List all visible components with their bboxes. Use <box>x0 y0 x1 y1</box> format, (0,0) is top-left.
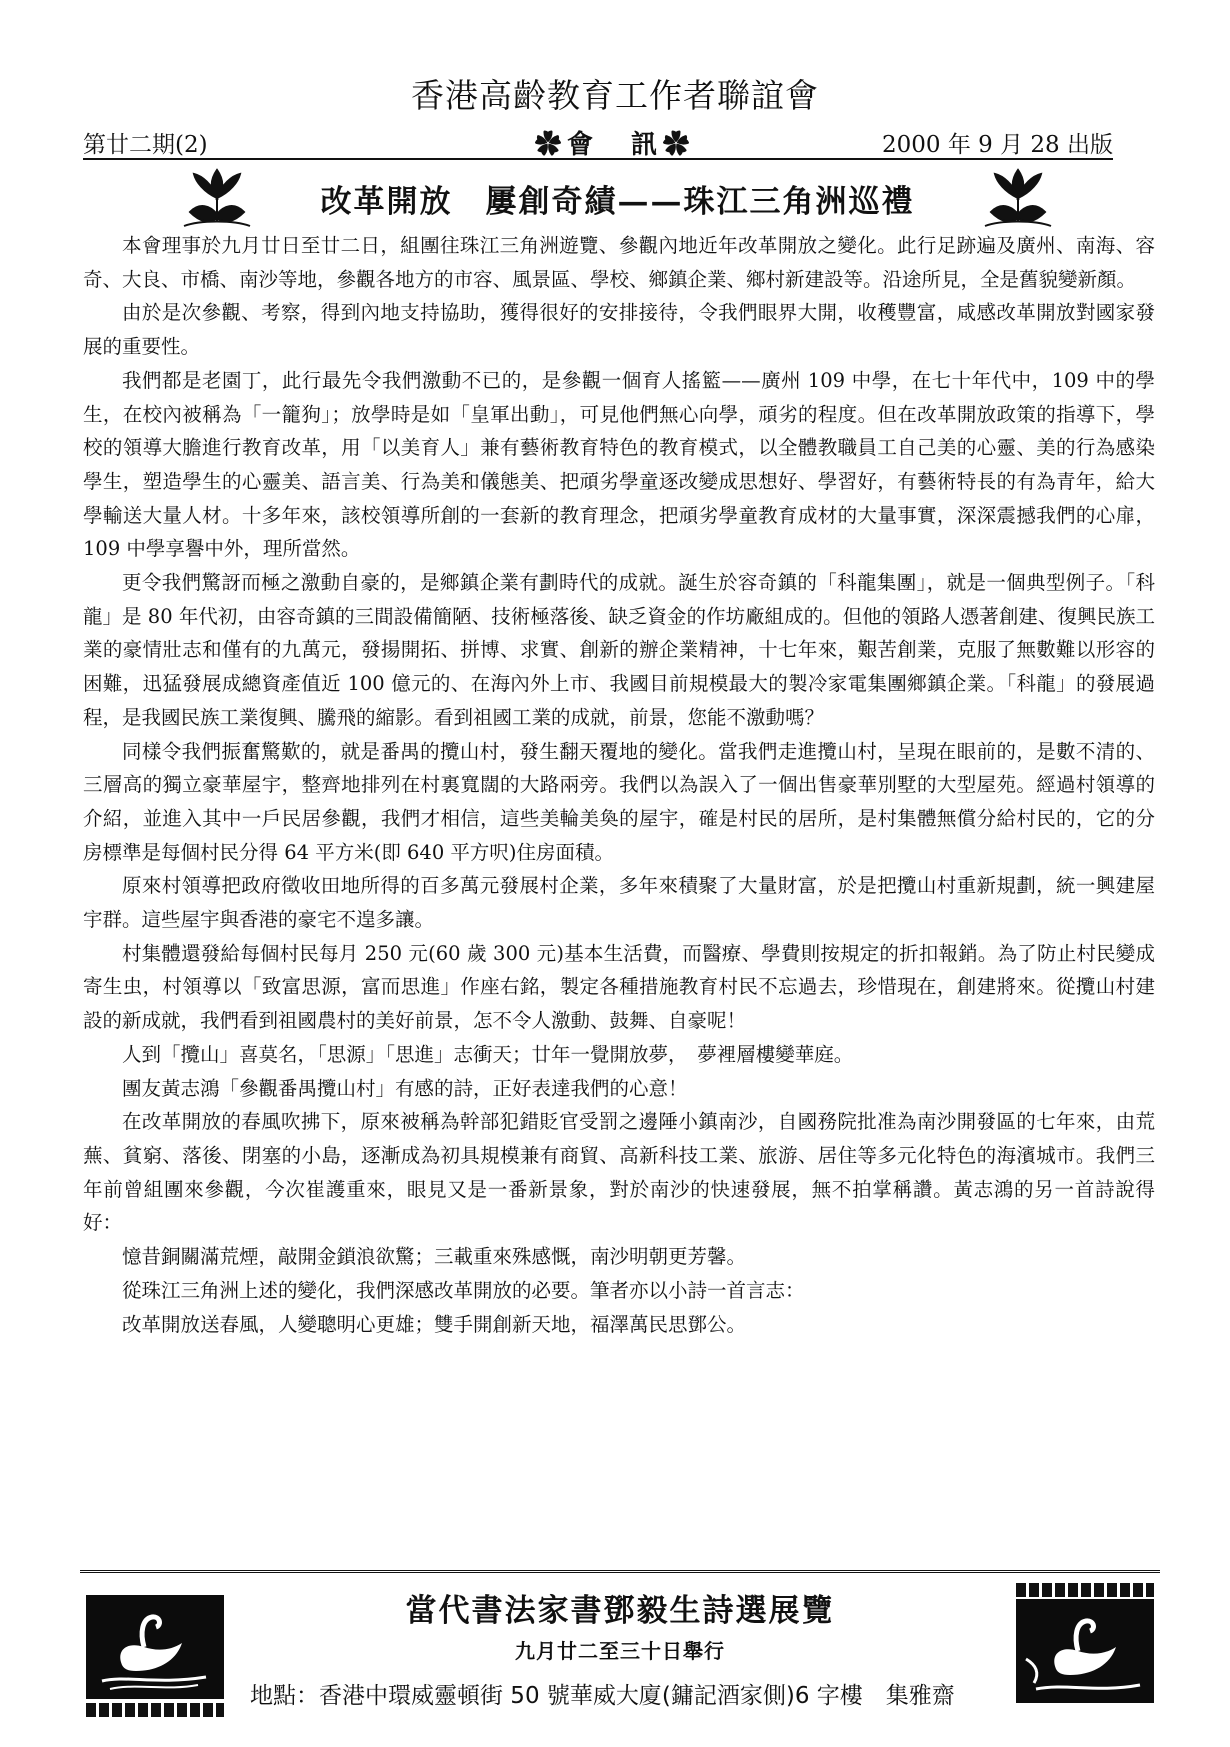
article-body <box>83 229 1155 1341</box>
article-paragraph: 同樣令我們振奮驚歎的，就是番禺的攬山村，發生翻天覆地的變化。當我們走進攬山村，呈現在眼前的，是數不清的、三層高的獨立豪華屋宇，整齊地排列在村裏寬闊的大路兩旁。我們以為誤入了一個出售豪華別墅的大型屋苑。經過村領導的介紹，並進入其中一戶民居參觀，我們才相信，這些美輪美奐的屋宇，確是村民的居所，是村集體無償分給村民的，它的分房標準是每個村民分得 64 平方米(即 640 平方呎)住房面積。 <box>83 739 1155 864</box>
article-paragraph: 原來村領導把政府徵收田地所得的百多萬元發展村企業，多年來積聚了大量財富，於是把攬山村重新規劃，統一興建屋宇群。這些屋宇與香港的豪宅不遑多讓。 <box>83 874 1155 932</box>
exhibition-banner <box>80 1570 1160 1739</box>
swan-logo-icon <box>1016 1599 1154 1703</box>
article-paragraph: 在改革開放的春風吹拂下，原來被稱為幹部犯錯貶官受罰之邊陲小鎮南沙，自國務院批准為南沙開發區的七年來，由荒蕪、貧窮、落後、閉塞的小島，逐漸成為初具規模兼有商貿、高新科技工業、旅游、居住等多元化特色的海濱城市。我們三年前曾組團來參觀，今次崔護重來，眼見又是一番新景象，對於南沙的快速發展，無不拍掌稱讚。黃志鴻的另一首詩說得好： <box>83 1110 1155 1235</box>
article-poem: 改革開放送春風，人變聰明心更雄；雙手開創新天地，福澤萬民思鄧公。 <box>122 1312 747 1336</box>
article-paragraph: 更令我們驚訝而極之激動自豪的，是鄉鎮企業有劃時代的成就。誕生於容奇鎮的「科龍集團」，就是一個典型例子。「科龍」是 80 年代初，由容奇鎮的三間設備簡陋、技術極落後、缺乏資金的作坊廠組成的。但他的領路人憑著創建、復興民族工業的豪情壯志和僅有的九萬元，發揚開拓、拼博、求實、創新的辦企業精神，十七年來，艱苦創業，克服了無數難以形容的困難，迅猛發展成總資產值近 100 億元的、在海內外上市、我國目前規模最大的製冷家電集團鄉鎮企業。「科龍」的發展過程，是我國民族工業復興、騰飛的縮影。看到祖國工業的成就，前景，您能不激動嗎？ <box>83 571 1155 729</box>
lotus-flower-icon <box>180 162 254 230</box>
article-paragraph: 本會理事於九月廿日至廿二日，組團往珠江三角洲遊覽、參觀內地近年改革開放之變化。此行足跡遍及廣州、南海、容奇、大良、市橋、南沙等地，參觀各地方的市容、風景區、學校、鄉鎮企業、鄉村新建設等。沿途所見，全是舊貌變新顏。 <box>83 234 1155 291</box>
issue-bar <box>83 124 1113 160</box>
article-paragraph: 從珠江三角洲上述的變化，我們深感改革開放的必要。筆者亦以小詩一首言志： <box>122 1278 805 1302</box>
article-poem: 人到「攬山」喜莫名，「思源」「思進」志衝天；廿年一覺開放夢， 夢裡層樓變華庭。 <box>122 1042 854 1066</box>
issue-number: 第廿二期(2) <box>83 132 208 158</box>
article-paragraph: 團友黃志鴻「參觀番禺攬山村」有感的詩，正好表達我們的心意！ <box>122 1076 688 1100</box>
publication-name: ✿會 訊✿ <box>534 130 695 160</box>
article-paragraph: 村集體還發給每個村民每月 250 元(60 歲 300 元)基本生活費，而醫療、學費則按規定的折扣報銷。為了防止村民變成寄生虫，村領導以「致富思源，富而思進」作座右銘，製定各種措施教育村民不忘過去，珍惜現在，創建將來。從攬山村建設的新成就，我們看到祖國農村的美好前景，怎不令人激動、鼓舞、自豪呢！ <box>83 941 1155 1033</box>
article-paragraph: 由於是次參觀、考察，得到內地支持協助，獲得很好的安排接待，令我們眼界大開，收穫豐富，咸感改革開放對國家發展的重要性。 <box>83 301 1155 359</box>
article-paragraph: 我們都是老園丁，此行最先令我們激動不已的，是參觀一個育人搖籃——廣州 109 中學，在七十年代中，109 中的學生，在校內被稱為「一籠狗」；放學時是如「皇軍出動」，可見他們無心向學，頑劣的程度。但在改革開放政策的指導下，學校的領導大膽進行教育改革，用「以美育人」兼有藝術教育特色的教育模式，以全體教職員工自己美的心靈、美的行為感染學生，塑造學生的心靈美、語言美、行為美和儀態美、把頑劣學童逐改變成思想好、學習好，有藝術特長的有為青年，給大學輸送大量人材。十多年來，該校領導所創的一套新的教育理念，把頑劣學童教育成材的大量事實，深深震撼我們的心扉，109 中學享譽中外，理所當然。 <box>83 368 1155 561</box>
article-poem: 憶昔銅關滿荒煙，敲開金鎖浪欲驚；三載重來殊感慨，南沙明朝更芳馨。 <box>122 1245 747 1269</box>
logo-strip <box>1016 1583 1154 1597</box>
article-title-row <box>180 162 1055 232</box>
article-title: 改革開放 屢創奇績——珠江三角洲巡禮 <box>320 184 915 220</box>
lotus-flower-icon <box>981 162 1055 230</box>
logo-strip <box>86 1703 224 1717</box>
organization-name: 香港高齡教育工作者聯誼會 <box>411 76 819 115</box>
exhibition-venue: 地點：香港中環威靈頓街 50 號華威大廈(鏞記酒家側)6 字樓 集雅齋 <box>250 1683 955 1709</box>
exhibition-title: 當代書法家書鄧毅生詩選展覽 <box>405 1593 835 1629</box>
exhibition-date: 九月廿二至三十日舉行 <box>515 1639 725 1663</box>
publication-date: 2000 年 9 月 28 出版 <box>882 132 1113 158</box>
